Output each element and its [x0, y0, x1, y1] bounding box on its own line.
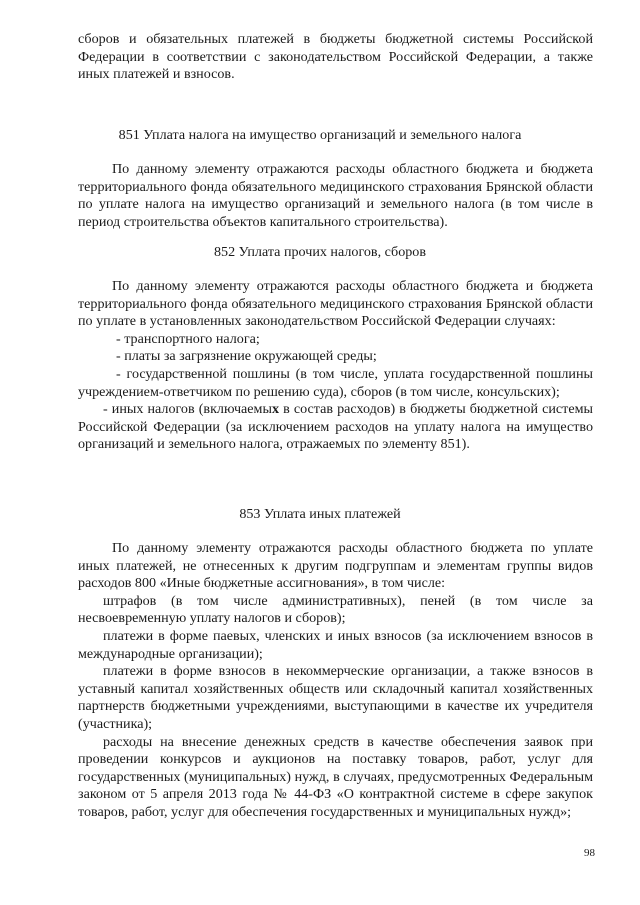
section-851-paragraph: По данному элементу отражаются расходы областного бюджета и бюджета территориального фонда обязательного медицинского страхования Брянской области по уплате налога на имущество организаций и земельного налога (в том числе в период строительства объектов капитального строительства).	[78, 161, 593, 230]
section-853-item: платежи в форме паевых, членских и иных взносов (за исключением взносов в международные организации);	[78, 627, 593, 662]
intro-paragraph: сборов и обязательных платежей в бюджеты бюджетной системы Российской Федерации в соответствии с законодательством Российской Федерации, а также иных платежей и взносов.	[78, 31, 593, 83]
section-852-block	[78, 278, 593, 454]
section-852-item: - платы за загрязнение окружающей среды;	[116, 348, 377, 365]
section-852-item: - транспортного налога;	[116, 330, 260, 347]
section-852-last-item-bold: х	[271, 401, 279, 418]
section-852-heading: 852 Уплата прочих налогов, сборов	[213, 244, 427, 260]
section-853-heading: 853 Уплата иных платежей	[239, 506, 401, 522]
section-852-last-item-before: - иных налогов (включаемы	[103, 401, 272, 418]
section-852-intro: По данному элементу отражаются расходы областного бюджета и бюджета территориального фонда обязательного медицинского страхования Брянской области по уплате в установленных законодательством Российской Федерации случаях:	[78, 278, 593, 330]
section-853-block	[78, 540, 593, 822]
page-number: 98	[584, 847, 595, 859]
section-852-item	[78, 401, 593, 454]
section-853-intro: По данному элементу отражаются расходы областного бюджета по уплате иных платежей, не отнесенных к другим подгруппам и элементам группы видов расходов 800 «Иные бюджетные ассигнования», в том числе:	[78, 540, 593, 592]
section-851-block	[78, 161, 593, 231]
section-851-heading: 851 Уплата налога на имущество организаций и земельного налога	[118, 127, 522, 143]
intro-block	[78, 31, 593, 84]
section-852-last-item-after: в состав расходов) в бюджеты бюджетной системы Российской Федерации (за исключением расходов на уплату налога на имущество организаций и земельного налога, отражаемых по элементу 851).	[78, 401, 593, 453]
section-852-item: - государственной пошлины (в том числе, уплата государственной пошлины учреждением-ответчиком по решению суда), сборов (в том числе, консульских);	[78, 365, 593, 400]
section-853-item: платежи в форме взносов в некоммерческие организации, а также взносов в уставный капитал хозяйственных обществ или складочный капитал хозяйственных партнерств бюджетными учреждениями, выступающими в качестве их учредителя (участника);	[78, 663, 593, 732]
section-853-item: штрафов (в том числе административных), пеней (в том числе за несвоевременную уплату налогов и сборов);	[78, 592, 593, 627]
section-853-item: расходы на внесение денежных средств в качестве обеспечения заявок при проведении конкурсов и аукционов на поставку товаров, работ, услуг для государственных (муниципальных) нужд, в случаях, предусмотренных Федеральным законом от 5 апреля 2013 года № 44-ФЗ «О контрактной системе в сфере закупок товаров, работ, услуг для обеспечения государственных и муниципальных нужд»;	[78, 733, 593, 820]
